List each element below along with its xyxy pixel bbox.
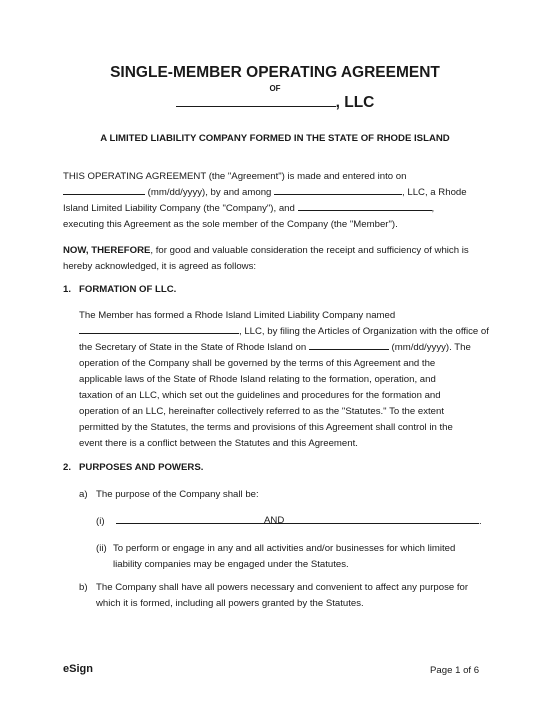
page-number: Page 1 of 6 [430,665,480,676]
section-1-line-4: operation of the Company shall be governed by the terms of this Agreement and the [79,358,436,369]
section-1-line-6: taxation of an LLC, which set out the guidelines and procedures for the formation and [79,390,441,401]
intro-line-1: THIS OPERATING AGREEMENT (the "Agreement") is made and entered into on [63,171,407,182]
section-1-heading: 1. FORMATION OF LLC. [63,284,177,295]
item-a-text: The purpose of the Company shall be: [96,489,259,500]
section-1-line-8: permitted by the Statutes, the terms and provisions of this Agreement shall control in the [79,422,453,433]
company-name-blank[interactable] [274,185,402,195]
section-1-line-9: event there is a conflict between the Statutes and this Agreement. [79,438,358,449]
title-of: OF [269,84,281,93]
llc-name-blank[interactable] [176,94,336,107]
item-ii-label: (ii) [96,543,107,554]
item-ii-line-1: To perform or engage in any and all activities and/or businesses for which limited [113,543,456,554]
item-a-label: a) [79,489,88,500]
item-b-line-2: which it is formed, including all powers granted by the Statutes. [96,598,364,609]
member-name-blank[interactable] [298,201,432,211]
now-line-1: NOW, THEREFORE, for good and valuable consideration the receipt and sufficiency of which is [63,245,469,256]
section-1-line-7: operation of an LLC, hereinafter collectively referred to as the "Statutes." To the extent [79,406,445,417]
purpose-blank[interactable] [116,514,479,524]
date-blank[interactable] [63,185,145,195]
document-title: SINGLE-MEMBER OPERATING AGREEMENT [110,64,440,81]
section-1-line-5: applicable laws of the State of Rhode Island relating to the formation, operation, and [79,374,436,385]
llc-name-line [0,94,550,112]
section-1-line-3: the Secretary of State in the State of Rhode Island on (mm/dd/yyyy). The [79,342,471,353]
company-name-blank-2[interactable] [79,324,239,334]
section-1-line-2: , LLC, by filing the Articles of Organization with the office of [79,324,489,340]
intro-line-4: executing this Agreement as the sole member of the Company (the "Member"). [63,219,398,230]
document-subtitle: A LIMITED LIABILITY COMPANY FORMED IN THE STATE OF RHODE ISLAND [100,133,450,144]
item-b-label: b) [79,582,88,593]
item-i-label: (i) [96,516,105,527]
item-ii-line-2: liability companies may be engaged under the Statutes. [113,559,349,570]
section-2-heading: 2. PURPOSES AND POWERS. [63,462,204,473]
llc-suffix: , LLC [335,94,375,111]
section-1-line-1: The Member has formed a Rhode Island Limited Liability Company named [79,310,396,321]
intro-line-2: (mm/dd/yyyy), by and among , LLC, a Rhode [63,185,467,201]
item-b-line-1: The Company shall have all powers necessary and convenient to affect any purpose for [96,582,469,593]
now-line-2: hereby acknowledged, it is agreed as follows: [63,261,257,272]
esign-logo: eSign [63,663,93,675]
intro-line-3: Island Limited Liability Company (the "Company"), and , [63,203,435,214]
filing-date-blank[interactable] [309,340,389,350]
item-i-line: . [116,514,482,530]
and-separator: AND [264,515,285,526]
